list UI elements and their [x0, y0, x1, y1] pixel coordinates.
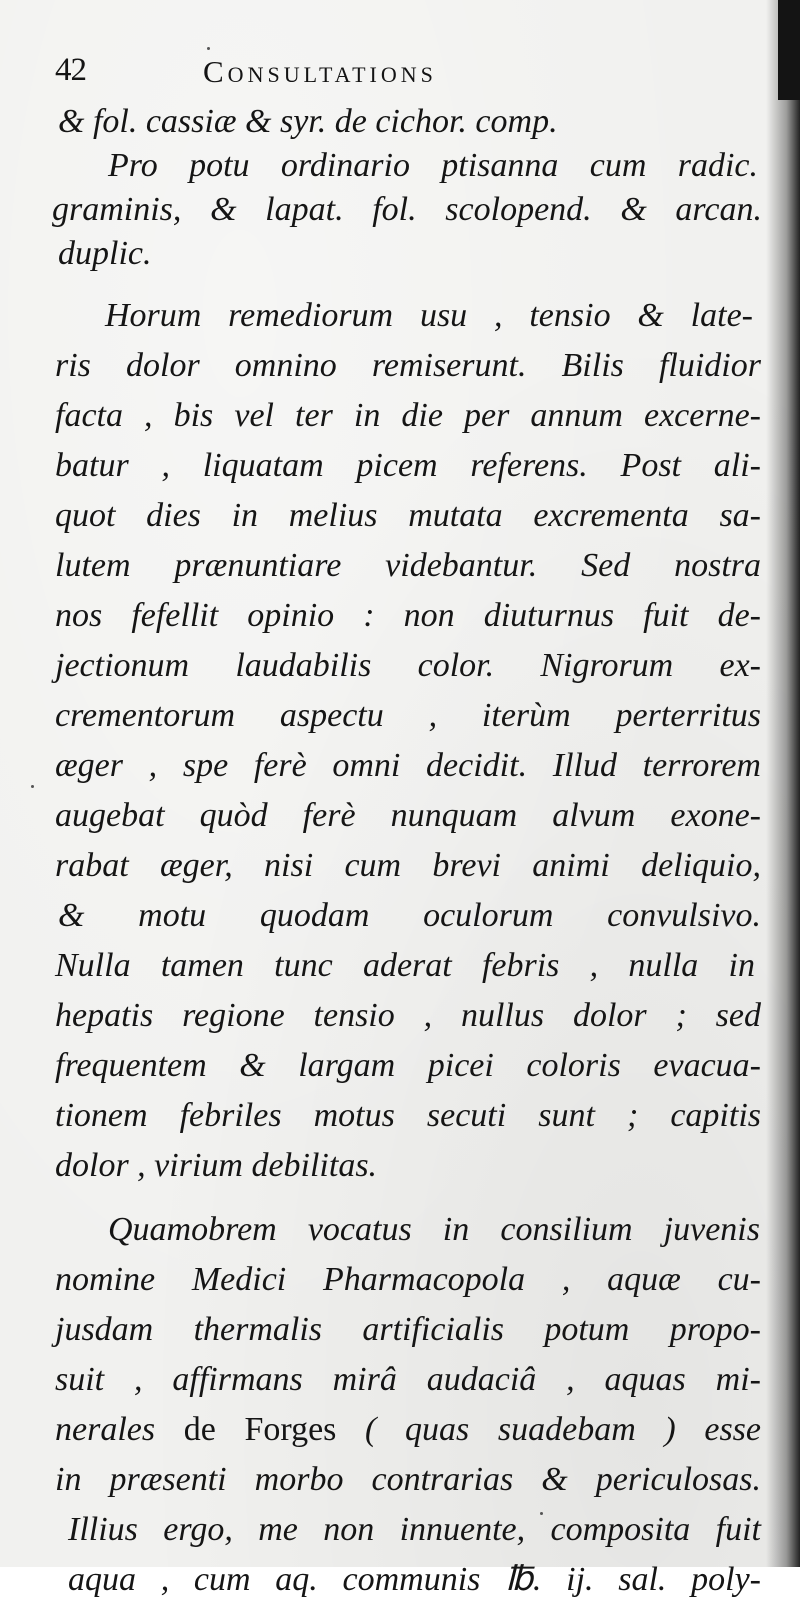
text-line-content: batur , liquatam picem referens. Post ali- — [55, 447, 761, 484]
text-line-content: Quamobrem vocatus in consilium juvenis — [108, 1211, 760, 1248]
text-line — [0, 1208, 800, 1252]
text-line-content: dolor , virium debilitas. — [55, 1147, 378, 1184]
text-line — [0, 394, 800, 438]
text-line-content: jectionum laudabilis color. Nigrorum ex- — [55, 647, 761, 684]
text-line-content: ris dolor omnino remiserunt. Bilis fluidior — [55, 347, 761, 384]
text-line-content: nerales de Forges ( quas suadebam ) esse — [55, 1411, 761, 1448]
text-line-content: æger , spe ferè omni decidit. Illud terrorem — [55, 747, 761, 784]
text-line — [0, 1558, 800, 1602]
text-line — [0, 544, 800, 588]
text-line — [0, 144, 800, 188]
text-line-content: lutem prænuntiare videbantur. Sed nostra — [55, 547, 761, 584]
text-line — [0, 1258, 800, 1302]
text-line-content: Horum remediorum usu , tensio & late- — [105, 297, 753, 334]
text-line — [0, 994, 800, 1038]
text-line — [0, 1144, 800, 1188]
roman-text: de Forges — [183, 1411, 337, 1448]
paper-speck — [207, 47, 210, 50]
text-line — [0, 294, 800, 338]
text-line — [0, 1358, 800, 1402]
text-line — [0, 100, 800, 144]
text-line-content: augebat quòd ferè nunquam alvum exone- — [55, 797, 761, 834]
text-line-content: suit , affirmans mirâ audaciâ , aquas mi- — [55, 1361, 761, 1398]
text-line — [0, 1408, 800, 1452]
text-line — [0, 894, 800, 938]
text-line — [0, 344, 800, 388]
text-line-content: frequentem & largam picei coloris evacua- — [55, 1047, 761, 1084]
text-line-content: quot dies in melius mutata excrementa sa- — [55, 497, 761, 534]
text-line-content: nomine Medici Pharmacopola , aquæ cu- — [55, 1261, 761, 1298]
text-line-content: Pro potu ordinario ptisanna cum radic. — [108, 147, 758, 184]
text-line-content: rabat æger, nisi cum brevi animi deliquio, — [55, 847, 761, 884]
text-line — [0, 1458, 800, 1502]
text-line-content: Illius ergo, me non innuente, composita fuit — [68, 1511, 761, 1548]
text-line-content: hepatis regione tensio , nullus dolor ; sed — [55, 997, 761, 1034]
text-line-content: Nulla tamen tunc aderat febris , nulla in — [55, 947, 755, 984]
text-line-content: & motu quodam oculorum convulsivo. — [58, 897, 761, 934]
text-line — [0, 744, 800, 788]
text-line — [0, 1094, 800, 1138]
text-line-content: facta , bis vel ter in die per annum excerne- — [55, 397, 761, 434]
text-line — [0, 444, 800, 488]
text-line-content: aqua , cum aq. communis ℔. ij. sal. poly- — [68, 1561, 761, 1598]
text-line-content: nos fefellit opinio : non diuturnus fuit de- — [55, 597, 761, 634]
page-header — [55, 52, 615, 102]
running-head: Consultations — [203, 54, 437, 89]
text-line — [0, 794, 800, 838]
page-corner-shadow — [778, 0, 800, 100]
text-line-content: tionem febriles motus secuti sunt ; capitis — [55, 1097, 761, 1134]
text-line — [0, 188, 800, 232]
text-line — [0, 232, 800, 276]
text-line — [0, 944, 800, 988]
text-line — [0, 1044, 800, 1088]
text-line-content: & fol. cassiæ & syr. de cichor. comp. — [58, 103, 558, 140]
text-line-content: graminis, & lapat. fol. scolopend. & arcan. — [52, 191, 762, 228]
text-line-content: in præsenti morbo contrarias & periculosas. — [55, 1461, 761, 1498]
page-number: 42 — [55, 52, 86, 88]
text-line-content: duplic. — [58, 235, 152, 272]
text-line — [0, 594, 800, 638]
text-line-content: jusdam thermalis artificialis potum propo- — [55, 1311, 761, 1348]
text-line — [0, 694, 800, 738]
text-line — [0, 644, 800, 688]
text-line — [0, 844, 800, 888]
text-line — [0, 494, 800, 538]
text-line — [0, 1508, 800, 1552]
text-line-content: crementorum aspectu , iterùm perterritus — [55, 697, 761, 734]
text-line — [0, 1308, 800, 1352]
